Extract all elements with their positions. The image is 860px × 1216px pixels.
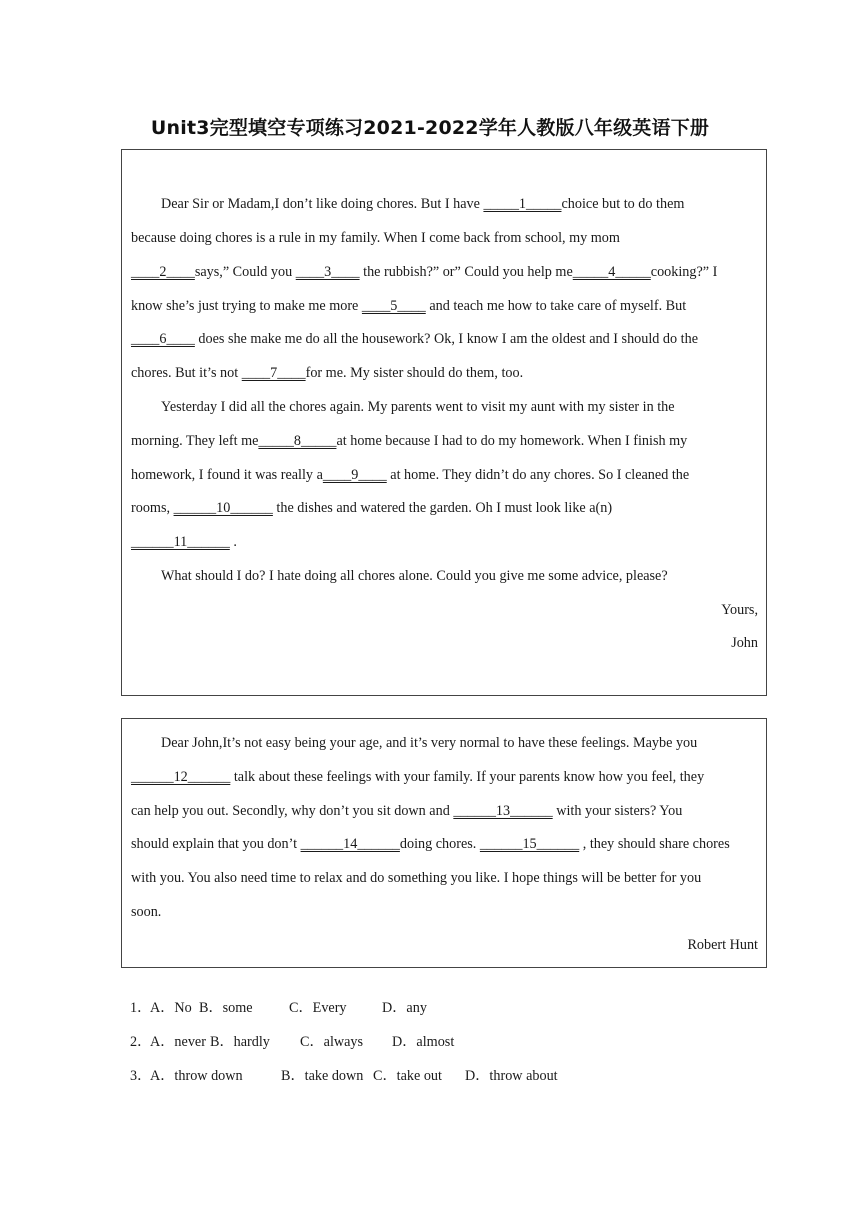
blank-12: ______12______ (131, 769, 231, 785)
option-c: C．take out (373, 1068, 442, 1084)
question-number: 2． (130, 1034, 152, 1050)
blank-3: ____3____ (295, 264, 360, 280)
letter1-line-8: morning. They left me_____8_____at home because I had to do my homework. When I finish my (131, 433, 688, 449)
option-c: C．always (300, 1034, 364, 1050)
page-title: Unit3完型填空专项练习2021-2022学年人教版八年级英语下册 (150, 117, 710, 139)
option-d: D．throw about (465, 1068, 558, 1084)
letter2-line-5: with you. You also need time to relax and do something you like. I hope things will be better for you (131, 870, 702, 886)
letter1-line-9: homework, I found it was really a____9____ at home. They didn’t do any chores. So I cleaned the (131, 467, 690, 483)
option-d: D．almost (392, 1034, 455, 1050)
letter1-line-11: ______11______ . (131, 534, 237, 550)
letter1-line-1: Dear Sir or Madam,I don’t like doing chores. But I have _____1_____choice but to do them (161, 196, 685, 212)
blank-13: ______13______ (453, 803, 553, 819)
question-number: 1． (130, 1000, 152, 1016)
letter1-line-3: ____2____says,” Could you ____3____ the rubbish?” or” Could you help me_____4_____cooking?” I (131, 264, 718, 280)
blank-5: ____5____ (361, 298, 426, 314)
letter1-line-12: What should I do? I hate doing all chores alone. Could you give me some advice, please? (161, 568, 668, 584)
question-number: 3． (130, 1068, 152, 1084)
blank-14: ______14______ (300, 836, 400, 852)
letter-box-1 (121, 149, 767, 696)
blank-9: ____9____ (322, 467, 387, 483)
question-2 (130, 1031, 454, 1053)
letter1-line-2: because doing chores is a rule in my family. When I come back from school, my mom (131, 230, 620, 246)
letter1-line-5: ____6____ does she make me do all the housework? Ok, I know I am the oldest and I should do the (131, 331, 698, 347)
option-c: C．Every (289, 1000, 347, 1016)
letter1-line-4: know she’s just trying to make me more ____5____ and teach me how to take care of myself. But (131, 298, 687, 314)
option-b: B．hardly (210, 1034, 270, 1050)
letter2-line-6: soon. (131, 904, 162, 920)
blank-15: ______15______ (479, 836, 580, 852)
option-a: A．never (150, 1034, 206, 1050)
letter1-line-10: rooms, ______10______ the dishes and watered the garden. Oh I must look like a(n) (131, 500, 613, 516)
blank-1: _____1_____ (483, 196, 562, 212)
letter2-signature: Robert Hunt (687, 937, 758, 953)
letter2-line-4: should explain that you don’t ______14______doing chores. ______15______ , they should share chores (131, 836, 730, 852)
blank-11: ______11______ (131, 534, 230, 550)
option-a: A．throw down (150, 1068, 243, 1084)
blank-10: ______10______ (173, 500, 273, 516)
question-1 (130, 997, 427, 1019)
letter1-closing: Yours, (721, 602, 758, 618)
letter-box-2 (121, 718, 767, 968)
option-d: D．any (382, 1000, 427, 1016)
option-b: B．some (199, 1000, 253, 1016)
option-b: B．take down (281, 1068, 364, 1084)
blank-2: ____2____ (131, 264, 195, 280)
letter2-line-2: ______12______ talk about these feelings with your family. If your parents know how you feel, they (131, 769, 705, 785)
question-3 (130, 1065, 558, 1087)
letter2-line-1: Dear John,It’s not easy being your age, and it’s very normal to have these feelings. Maybe you (161, 735, 698, 751)
letter2-line-3: can help you out. Secondly, why don’t you sit down and ______13______ with your sisters? You (131, 803, 683, 819)
blank-8: _____8_____ (258, 433, 337, 449)
letter1-line-7: Yesterday I did all the chores again. My parents went to visit my aunt with my sister in the (161, 399, 675, 415)
blank-4: _____4_____ (572, 264, 651, 280)
blank-6: ____6____ (131, 331, 195, 347)
letter1-line-6: chores. But it’s not ____7____for me. My sister should do them, too. (131, 365, 524, 381)
option-a: A．No (150, 1000, 192, 1016)
blank-7: ____7____ (241, 365, 306, 381)
letter1-signature: John (731, 635, 758, 651)
